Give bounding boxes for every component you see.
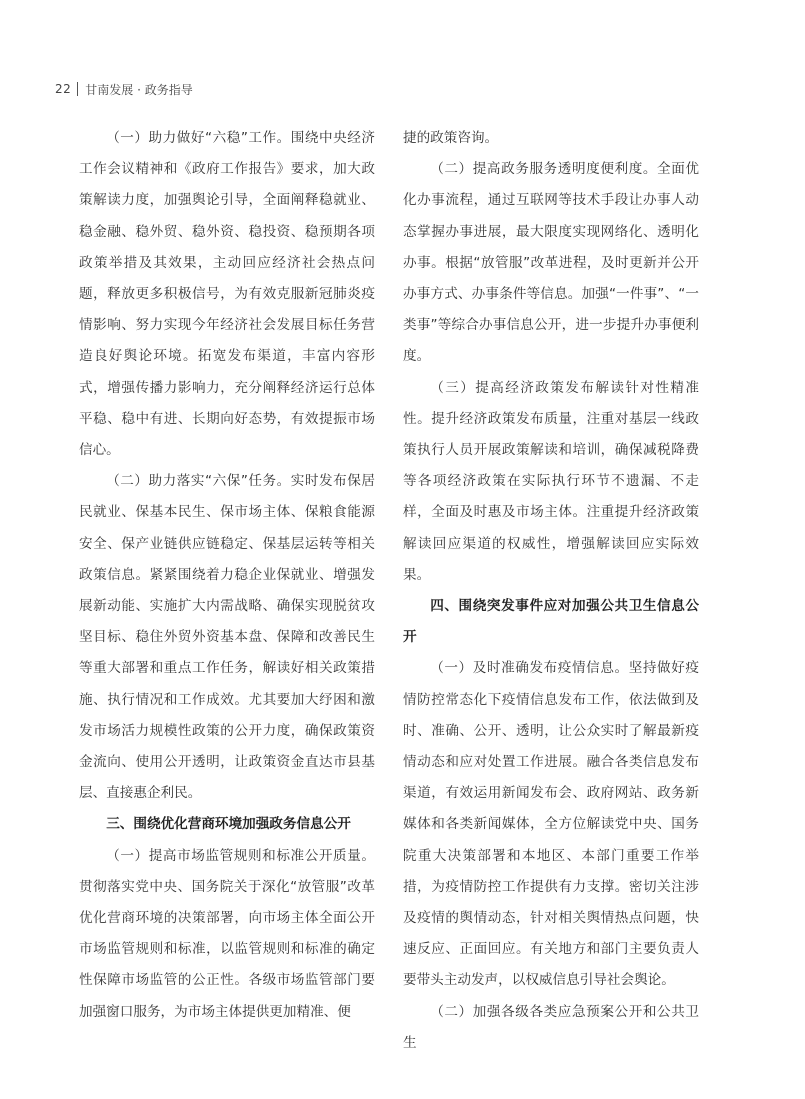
- paragraph: （一）助力做好“六稳”工作。围绕中央经济工作会议精神和《政府工作报告》要求，加大政策解读力度，加强舆论引导，全面阐释稳就业、稳金融、稳外贸、稳外资、稳投资、稳预期各项政策举措及其效果，主动回应经济社会热点问题，释放更多积极信号，为有效克服新冠肺炎疫情影响、努力实现今年经济社会发展目标任务营造良好舆论环境。拓宽发布渠道，丰富内容形式，增强传播力影响力，充分阐释经济运行总体平稳、稳中有进、长期向好态势，有效提振市场信心。: [79, 130, 375, 459]
- paragraph: （一）及时准确发布疫情信息。坚持做好疫情防控常态化下疫情信息发布工作，依法做到及时、准确、公开、透明，让公众实时了解最新疫情动态和应对处置工作进展。融合各类信息发布渠道，有效运用新闻发布会、政府网站、政务新媒体和各类新闻媒体，全方位解读党中央、国务院重大决策部署和本地区、本部门重要工作举措，为疫情防控工作提供有力支撑。密切关注涉及疫情的舆情动态，针对相关舆情热点问题，快速反应、正面回应。有关地方和部门主要负责人要带头主动发声，以权威信息引导社会舆论。: [403, 660, 699, 989]
- paragraph: （三）提高经济政策发布解读针对性精准性。提升经济政策发布质量，注重对基层一线政策执行人员开展政策解读和培训，确保减税降费等各项经济政策在实际执行环节不遗漏、不走样，全面及时惠及市场主体。注重提升经济政策解读回应渠道的权威性，增强解读回应实际效果。: [403, 379, 699, 583]
- page-number: 22: [55, 82, 72, 96]
- left-column: [79, 123, 375, 1028]
- section-heading: 四、围绕突发事件应对加强公共卫生信息公开: [403, 598, 699, 646]
- section-heading: 三、围绕优化营商环境加强政务信息公开: [106, 816, 351, 833]
- paragraph-continuation: 捷的政策咨询。: [403, 130, 499, 146]
- running-header: [55, 80, 193, 98]
- right-column: [403, 123, 699, 1059]
- paragraph: （一）提高市场监管规则和标准公开质量。贯彻落实党中央、国务院关于深化“放管服”改革优化营商环境的决策部署，向市场主体全面公开市场监管规则和标准，以监管规则和标准的确定性保障市场监管的公正性。各级市场监管部门要加强窗口服务，为市场主体提供更加精准、便: [79, 847, 375, 1020]
- paragraph: （二）提高政务服务透明度便利度。全面优化办事流程，通过互联网等技术手段让办事人动态掌握办事进展，最大限度实现网络化、透明化办事。根据“放管服”改革进程，及时更新并公开办事方式、办事条件等信息。加强“一件事”、“一类事”等综合办事信息公开，进一步提升办事便利度。: [403, 161, 699, 365]
- header-divider: [77, 82, 78, 96]
- publication-title: 甘南发展 · 政务指导: [85, 82, 193, 97]
- paragraph: （二）加强各级各类应急预案公开和公共卫生: [403, 1003, 699, 1051]
- paragraph: （二）助力落实“六保”任务。实时发布保居民就业、保基本民生、保市场主体、保粮食能源安全、保产业链供应链稳定、保基层运转等相关政策信息。紧紧围绕着力稳企业保就业、增强发展新动能、实施扩大内需战略、确保实现脱贫攻坚目标、稳住外贸外资基本盘、保障和改善民生等重大部署和重点工作任务，解读好相关政策措施、执行情况和工作成效。尤其要加大纾困和激发市场活力规模性政策的公开力度，确保政策资金流向、使用公开透明，让政策资金直达市县基层、直接惠企利民。: [79, 473, 375, 802]
